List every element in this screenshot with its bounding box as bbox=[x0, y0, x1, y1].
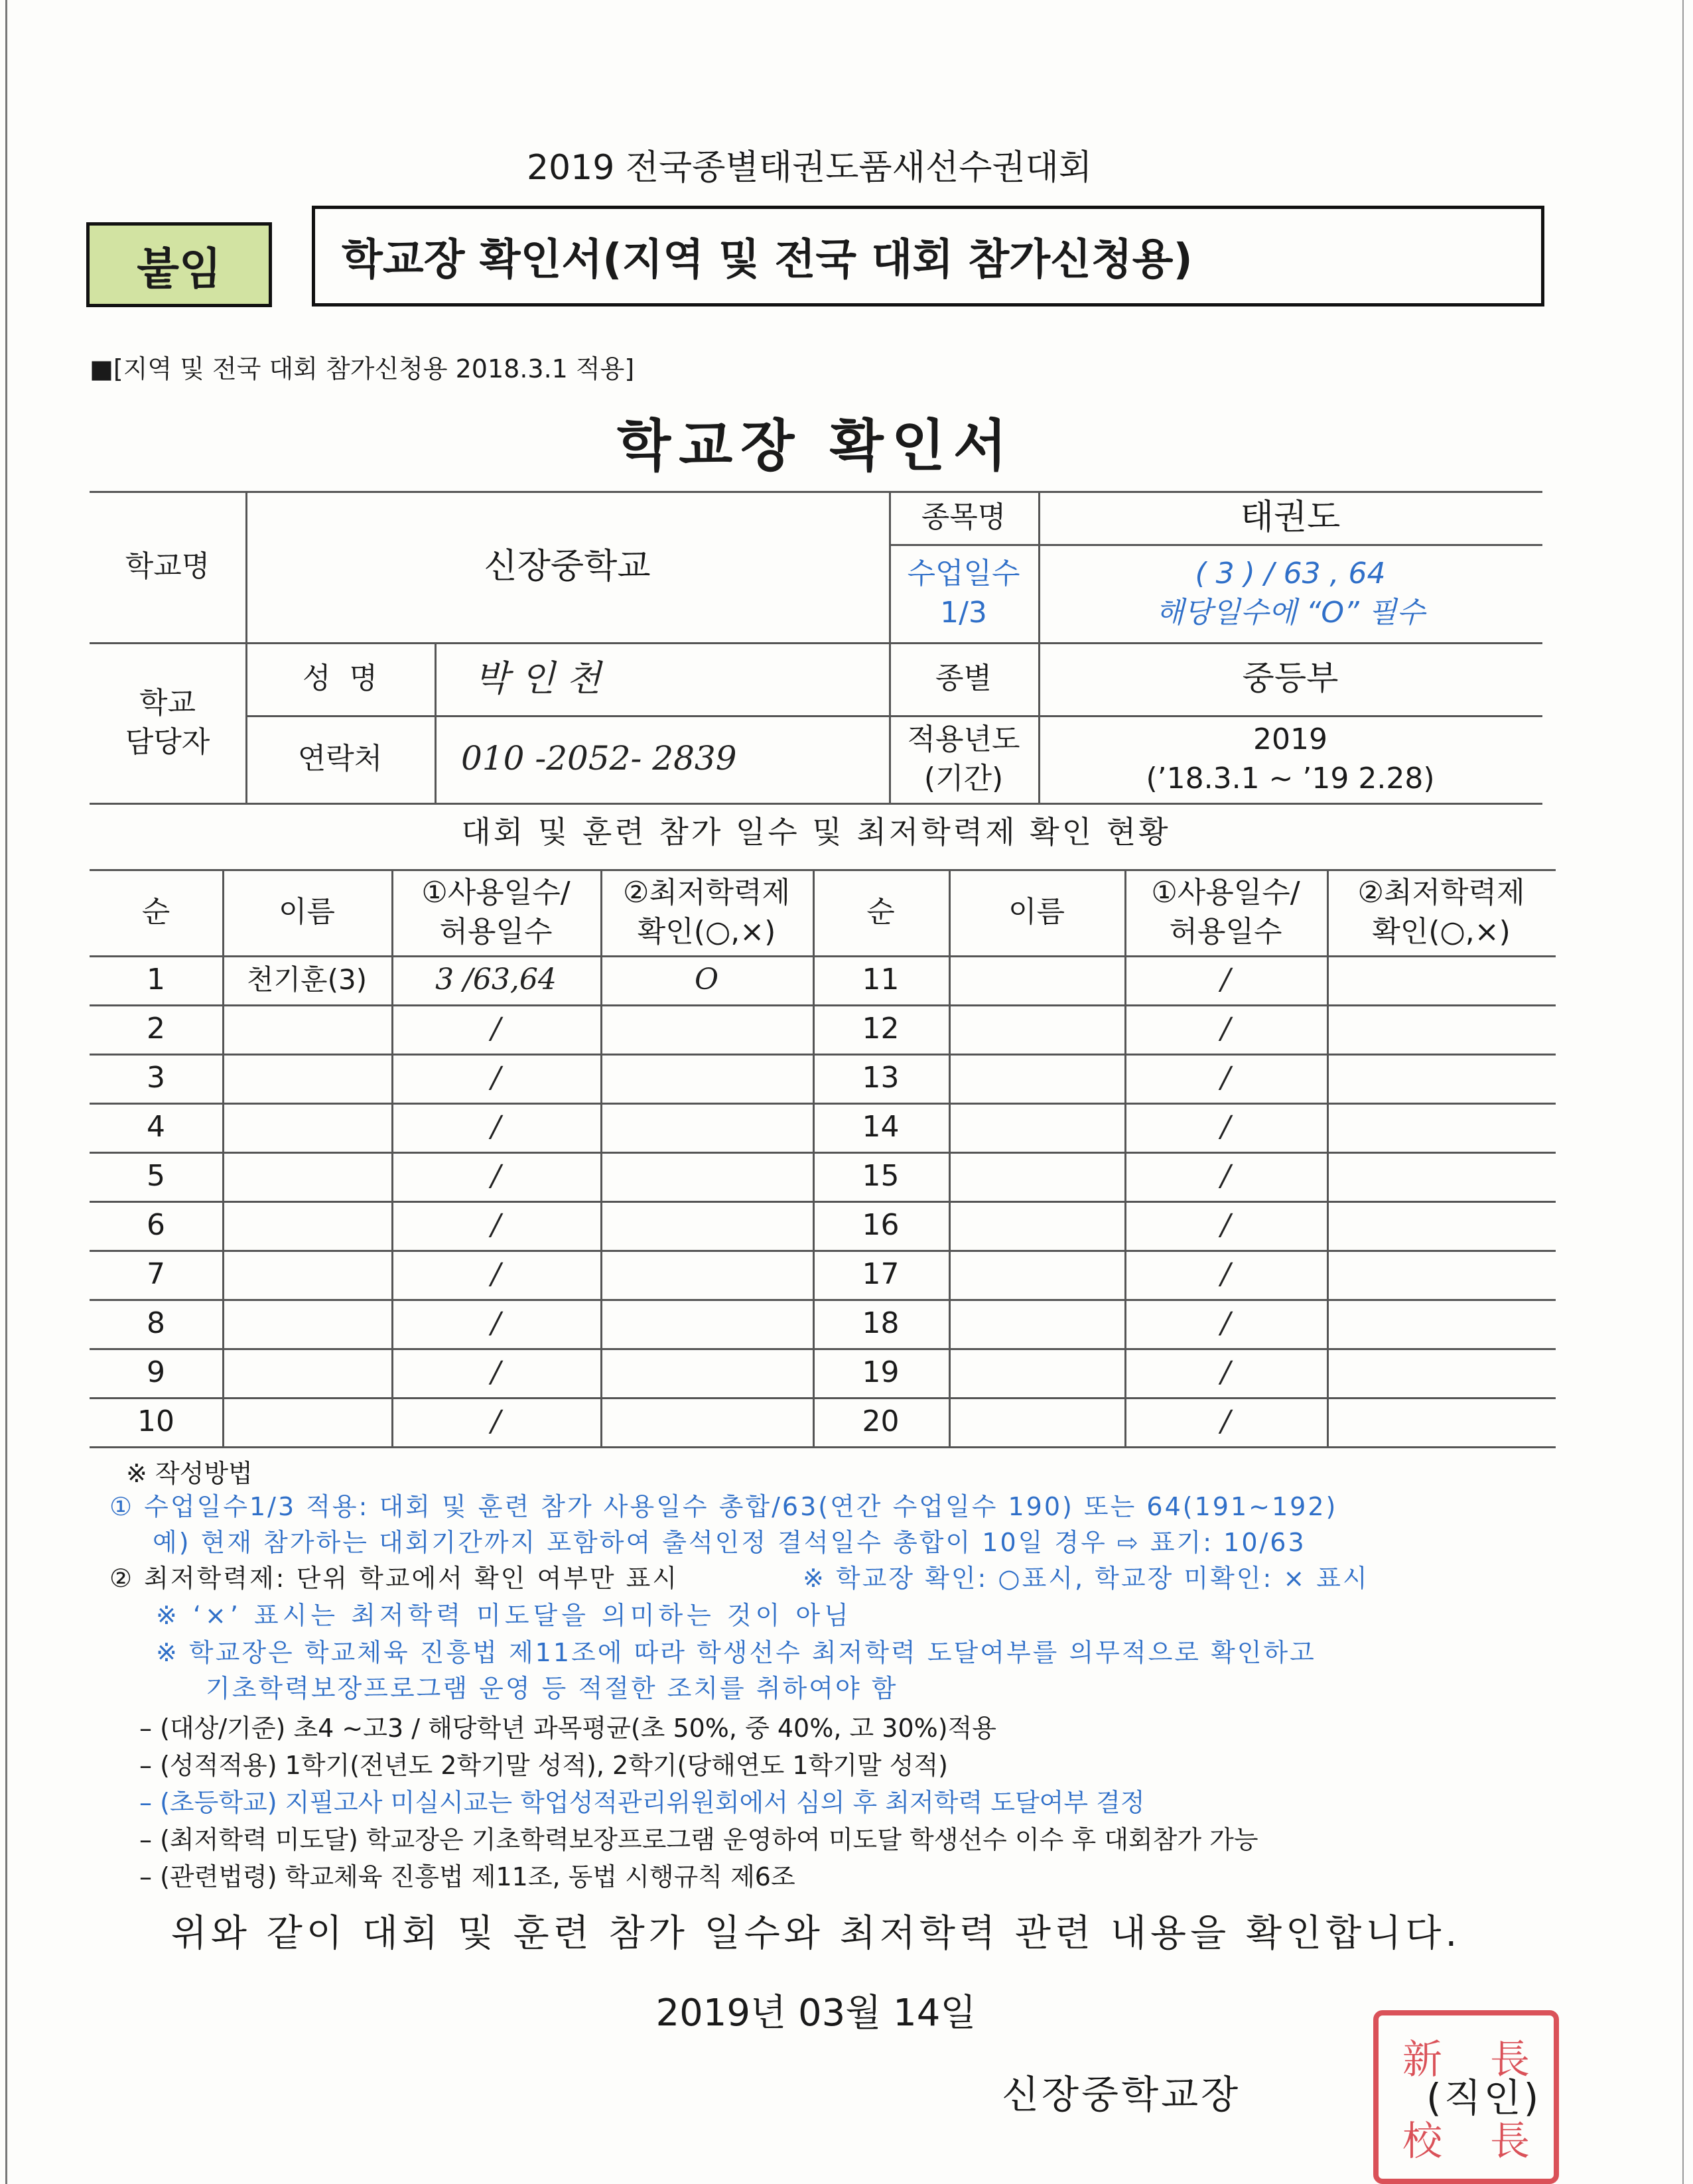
category-value: 중등부 bbox=[1242, 659, 1339, 698]
row-number: 4 bbox=[147, 1110, 165, 1144]
row-days: 3 /63,64 bbox=[435, 963, 557, 997]
row-days: / bbox=[1221, 1110, 1231, 1144]
row-check bbox=[600, 1397, 813, 1446]
detail-3: – (초등학교) 지필고사 미실시교는 학업성적관리위원회에서 심의 후 최저학력 도달여부 결정 bbox=[139, 1788, 1145, 1817]
header-days-line2: 허용일수 bbox=[1169, 915, 1282, 949]
row-days: / bbox=[1221, 1355, 1231, 1390]
lesson-hint: 해당일수에 “O” 필수 bbox=[1156, 596, 1425, 630]
seal-char: 長 bbox=[1490, 2118, 1530, 2165]
attachment-tag: 붙임 bbox=[86, 222, 272, 307]
row-check bbox=[1327, 1299, 1556, 1348]
row-number: 18 bbox=[862, 1306, 900, 1341]
seal-char: 長 bbox=[1490, 2036, 1530, 2083]
manager-label bbox=[90, 642, 245, 803]
row-days: / bbox=[491, 1061, 501, 1095]
year-value-line2: (’18.3.1 ~ ’19 2.28) bbox=[1146, 762, 1435, 795]
rule bbox=[90, 1446, 1556, 1448]
row-days: / bbox=[491, 1404, 501, 1439]
header-check-line2: 확인(○,×) bbox=[637, 915, 776, 949]
header-check-line1: ②최저학력제 bbox=[623, 875, 790, 910]
row-days: / bbox=[1221, 1257, 1231, 1292]
event-title: 2019 전국종별태권도품새선수권대회 bbox=[526, 148, 1093, 188]
notes-heading: ※ 작성방법 bbox=[126, 1459, 253, 1488]
row-name bbox=[949, 1299, 1124, 1348]
manager-label-line2: 담당자 bbox=[125, 725, 210, 759]
row-name bbox=[222, 1103, 391, 1152]
row-check bbox=[1327, 1054, 1556, 1103]
year-label-line2: (기간) bbox=[923, 762, 1004, 795]
row-name bbox=[222, 1250, 391, 1299]
year-label bbox=[889, 715, 1038, 803]
manager-label-line1: 학교 bbox=[139, 685, 196, 720]
row-check bbox=[600, 1348, 813, 1397]
row-number: 15 bbox=[862, 1159, 900, 1194]
row-number: 17 bbox=[862, 1257, 900, 1292]
row-number: 1 bbox=[147, 963, 165, 997]
row-check bbox=[1327, 1250, 1556, 1299]
header-days-line1: ①사용일수/ bbox=[421, 875, 571, 910]
row-check: O bbox=[694, 963, 719, 997]
row-name bbox=[949, 1201, 1124, 1250]
header-name-right: 이름 bbox=[1008, 895, 1065, 929]
row-name: 천기훈(3) bbox=[246, 963, 368, 996]
lesson-label-line2: 1/3 bbox=[940, 596, 987, 630]
detail-2: – (성적적용) 1학기(전년도 2학기말 성적), 2학기(당해연도 1학기말 성적) bbox=[139, 1751, 948, 1780]
form-title: 학교장 확인서(지역 및 전국 대회 참가신청용) bbox=[342, 236, 1193, 285]
row-name bbox=[222, 1348, 391, 1397]
row-name bbox=[949, 1054, 1124, 1103]
lesson-days-value bbox=[1038, 544, 1542, 642]
row-days: / bbox=[1221, 1012, 1231, 1046]
header-name-left: 이름 bbox=[278, 895, 335, 929]
section-title: 대회 및 훈련 참가 일수 및 최저학력제 확인 현황 bbox=[461, 814, 1171, 850]
row-days: / bbox=[1221, 1159, 1231, 1194]
seal-char: 新 bbox=[1402, 2036, 1442, 2083]
note-3: ※ ‘×’ 표시는 최저학력 미도달을 의미하는 것이 아님 bbox=[156, 1601, 852, 1630]
form-title-box bbox=[312, 206, 1544, 307]
detail-4: – (최저학력 미도달) 학교장은 기초학력보장프로그램 운영하여 미도달 학생선수 이수 후 대회참가 가능 bbox=[139, 1825, 1258, 1854]
row-check bbox=[600, 1152, 813, 1201]
year-value bbox=[1038, 715, 1542, 803]
row-number: 9 bbox=[147, 1355, 165, 1390]
row-check bbox=[1327, 1201, 1556, 1250]
applicability-note: ■[지역 및 전국 대회 참가신청용 2018.3.1 적용] bbox=[90, 354, 635, 383]
row-name bbox=[949, 1397, 1124, 1446]
header-days-line1: ①사용일수/ bbox=[1151, 875, 1300, 910]
header-days-right bbox=[1124, 869, 1327, 955]
row-name bbox=[949, 1250, 1124, 1299]
row-days: / bbox=[491, 1159, 501, 1194]
lesson-label-line1: 수업일수 bbox=[907, 556, 1020, 590]
row-days: / bbox=[491, 1110, 501, 1144]
row-check bbox=[600, 1004, 813, 1054]
row-days: / bbox=[491, 1257, 501, 1292]
row-name bbox=[222, 1201, 391, 1250]
header-days-left bbox=[391, 869, 600, 955]
row-number: 20 bbox=[862, 1404, 900, 1439]
row-number: 12 bbox=[862, 1012, 900, 1046]
note-2a: ② 최저학력제: 단위 학교에서 확인 여부만 표시 bbox=[109, 1564, 679, 1593]
row-check bbox=[1327, 1004, 1556, 1054]
row-check bbox=[1327, 1103, 1556, 1152]
row-name bbox=[222, 1397, 391, 1446]
row-days: / bbox=[1221, 963, 1231, 997]
lesson-days-label bbox=[889, 544, 1038, 642]
note-1b: 예) 현재 참가하는 대회기간까지 포함하여 출석인정 결석일수 총합이 10일 경우 ⇨ 표기: 10/63 bbox=[153, 1528, 1306, 1557]
seal-label: (직인) bbox=[1426, 2075, 1542, 2120]
category-label: 종별 bbox=[935, 661, 992, 696]
row-check bbox=[600, 1103, 813, 1152]
row-number: 8 bbox=[147, 1306, 165, 1341]
row-check bbox=[600, 1054, 813, 1103]
sport-value: 태권도 bbox=[1240, 497, 1341, 537]
row-days: / bbox=[491, 1306, 501, 1341]
row-check bbox=[600, 1201, 813, 1250]
row-days: / bbox=[491, 1012, 501, 1046]
signature-date: 2019년 03월 14일 bbox=[655, 1992, 977, 2035]
row-name bbox=[949, 1004, 1124, 1054]
row-number: 11 bbox=[862, 963, 900, 997]
row-name bbox=[949, 955, 1124, 1004]
row-days: / bbox=[1221, 1061, 1231, 1095]
row-days: / bbox=[1221, 1306, 1231, 1341]
row-number: 5 bbox=[147, 1159, 165, 1194]
year-value-line1: 2019 bbox=[1253, 722, 1327, 756]
seal-char: 校 bbox=[1402, 2118, 1442, 2165]
rule bbox=[90, 803, 1542, 805]
row-days: / bbox=[491, 1208, 501, 1243]
lesson-value: ( 3 ) / 63 , 64 bbox=[1195, 556, 1386, 590]
school-value: 신장중학교 bbox=[484, 546, 651, 586]
row-check bbox=[1327, 955, 1556, 1004]
manager-name: 박 인 천 bbox=[474, 657, 601, 699]
note-4b: 기초학력보장프로그램 운영 등 적절한 조치를 취하여야 함 bbox=[206, 1674, 898, 1703]
row-number: 3 bbox=[147, 1061, 165, 1095]
row-check bbox=[1327, 1397, 1556, 1446]
header-days-line2: 허용일수 bbox=[439, 915, 553, 949]
row-name bbox=[222, 1152, 391, 1201]
row-check bbox=[600, 1299, 813, 1348]
detail-5: – (관련법령) 학교체육 진흥법 제11조, 동법 시행규칙 제6조 bbox=[139, 1862, 795, 1891]
row-name bbox=[949, 1103, 1124, 1152]
header-check-line2: 확인(○,×) bbox=[1372, 915, 1511, 949]
row-number: 10 bbox=[137, 1404, 174, 1439]
row-number: 19 bbox=[862, 1355, 900, 1390]
header-no-right: 순 bbox=[866, 895, 895, 929]
row-name bbox=[222, 1054, 391, 1103]
school-label: 학교명 bbox=[125, 549, 210, 584]
row-days: / bbox=[1221, 1404, 1231, 1439]
header-check-line1: ②최저학력제 bbox=[1357, 875, 1525, 910]
note-1a: ① 수업일수1/3 적용: 대회 및 훈련 참가 사용일수 총합/63(연간 수업일수 190) 또는 64(191~192) bbox=[109, 1492, 1338, 1521]
name-label: 성 명 bbox=[303, 661, 377, 696]
row-days: / bbox=[1221, 1208, 1231, 1243]
row-days: / bbox=[491, 1355, 501, 1390]
row-number: 16 bbox=[862, 1208, 900, 1243]
principal-title: 신장중학교장 bbox=[1002, 2072, 1241, 2117]
header-no-left: 순 bbox=[141, 895, 170, 929]
note-4a: ※ 학교장은 학교체육 진흥법 제11조에 따라 학생선수 최저학력 도달여부를 의무적으로 확인하고 bbox=[156, 1638, 1316, 1667]
header-check-right bbox=[1327, 869, 1556, 955]
row-number: 13 bbox=[862, 1061, 900, 1095]
document-title: 학교장 확인서 bbox=[616, 413, 1016, 478]
row-number: 2 bbox=[147, 1012, 165, 1046]
confirmation-statement: 위와 같이 대회 및 훈련 참가 일수와 최저학력 관련 내용을 확인합니다. bbox=[170, 1912, 1461, 1955]
row-number: 7 bbox=[147, 1257, 165, 1292]
row-name bbox=[949, 1348, 1124, 1397]
row-name bbox=[222, 1299, 391, 1348]
note-2b: ※ 학교장 확인: ○표시, 학교장 미확인: × 표시 bbox=[803, 1564, 1369, 1593]
row-check bbox=[1327, 1348, 1556, 1397]
row-number: 14 bbox=[862, 1110, 900, 1144]
year-label-line1: 적용년도 bbox=[907, 722, 1020, 756]
contact-value: 010 -2052- 2839 bbox=[461, 739, 737, 778]
row-name bbox=[222, 1004, 391, 1054]
detail-1: – (대상/기준) 초4 ~고3 / 해당학년 과목평균(초 50%, 중 40%, 고 30%)적용 bbox=[139, 1714, 996, 1743]
row-name bbox=[949, 1152, 1124, 1201]
header-check-left bbox=[600, 869, 813, 955]
sport-label: 종목명 bbox=[921, 500, 1006, 535]
row-check bbox=[1327, 1152, 1556, 1201]
row-check bbox=[600, 1250, 813, 1299]
contact-label: 연락처 bbox=[297, 742, 383, 776]
row-number: 6 bbox=[147, 1208, 165, 1243]
